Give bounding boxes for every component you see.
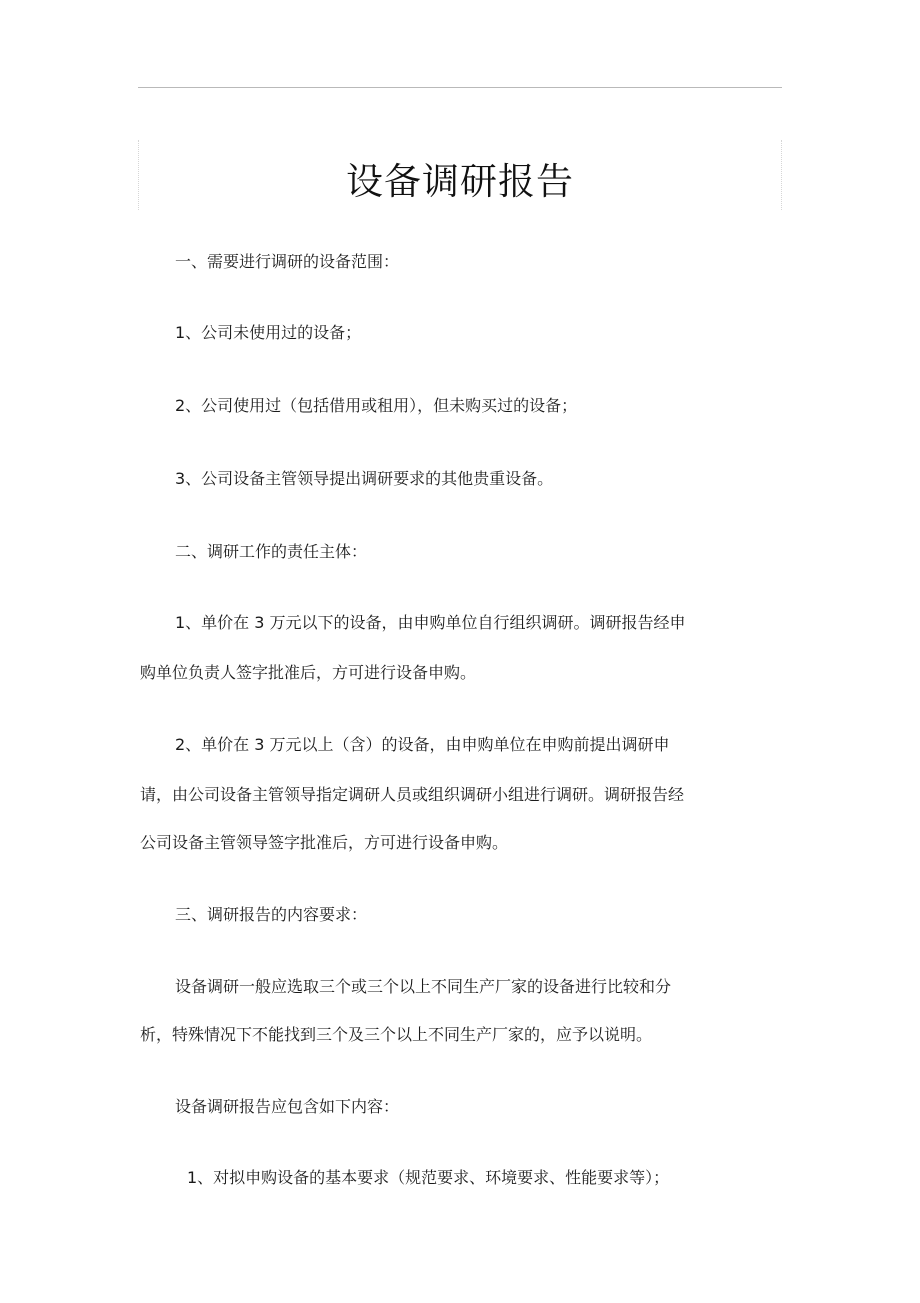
- content-list-intro: 设备调研报告应包含如下内容：: [175, 1097, 400, 1116]
- section-heading-scope: 一、需要进行调研的设备范围：: [175, 252, 400, 271]
- responsibility-item-1-line-2: 购单位负责人签字批准后，方可进行设备申购。: [140, 663, 477, 682]
- scope-item-2: 2、公司使用过（包括借用或租用），但未购买过的设备；: [175, 396, 578, 415]
- content-item-1: 1、对拟申购设备的基本要求（规范要求、环境要求、性能要求等）；: [187, 1168, 670, 1187]
- section-heading-content: 三、调研报告的内容要求：: [175, 905, 368, 924]
- responsibility-item-2-line-1: 2、单价在 3 万元以上（含）的设备，由申购单位在申购前提出调研申: [175, 735, 670, 754]
- header-rule: [138, 87, 782, 88]
- document-title: 设备调研报告: [346, 160, 574, 203]
- scope-item-3: 3、公司设备主管领导提出调研要求的其他贵重设备。: [175, 469, 554, 488]
- content-paragraph-line-2: 析，特殊情况下不能找到三个及三个以上不同生产厂家的，应予以说明。: [140, 1025, 653, 1044]
- section-heading-responsibility: 二、调研工作的责任主体：: [175, 542, 368, 561]
- scope-item-1: 1、公司未使用过的设备；: [175, 323, 362, 342]
- responsibility-item-2-line-2: 请，由公司设备主管领导指定调研人员或组织调研小组进行调研。调研报告经: [140, 785, 685, 804]
- responsibility-item-1-line-1: 1、单价在 3 万元以下的设备，由申购单位自行组织调研。调研报告经申: [175, 613, 686, 632]
- responsibility-item-2-line-3: 公司设备主管领导签字批准后，方可进行设备申购。: [140, 833, 509, 852]
- content-paragraph-line-1: 设备调研一般应选取三个或三个以上不同生产厂家的设备进行比较和分: [175, 977, 672, 996]
